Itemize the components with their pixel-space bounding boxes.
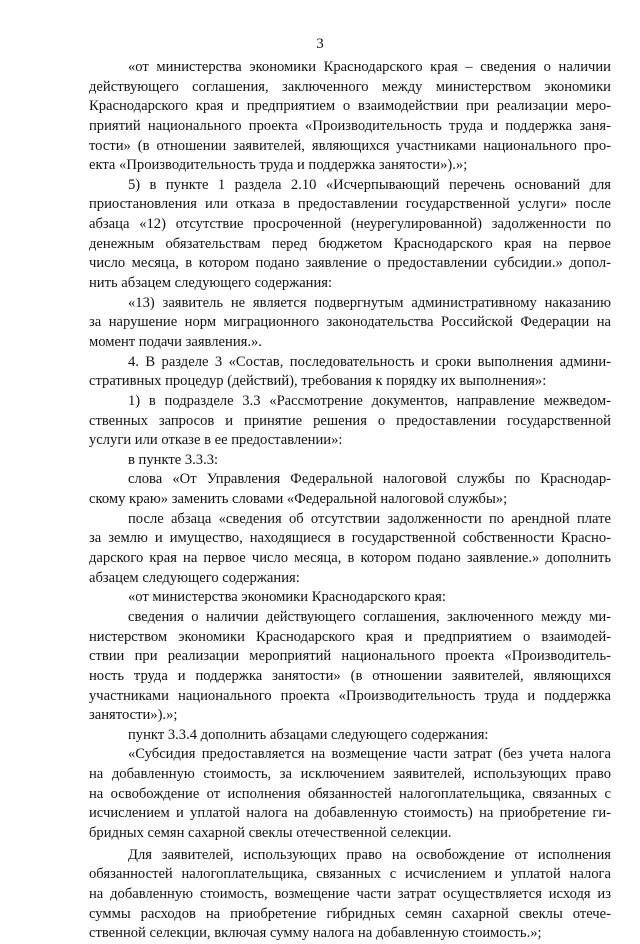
text-line: обязанностей налогоплательщика, связанных с исчислением и уплатой налога (89, 866, 611, 883)
text-line: в пункте 3.3.3: (128, 451, 219, 468)
text-line: за нарушение норм миграционного законодательства Российской Федерации на (89, 314, 611, 331)
text-line: 5) в пункте 1 раздела 2.10 «Исчерпывающий перечень оснований для (128, 176, 611, 193)
document-body (89, 58, 611, 944)
text-line: ственных запросов и принятие решения о предоставлении государственной (89, 412, 611, 429)
text-line: на добавленную стоимость, возмещение части затрат осуществляется исходя из (89, 885, 611, 902)
text-line: исчислением и уплатой налога на добавленную стоимость) на приобретение ги- (89, 805, 611, 822)
text-line: на освобождение от исполнения обязанностей налогоплательщика, связанных с (89, 785, 611, 802)
text-line: 4. В разделе 3 «Состав, последовательность и сроки выполнения админи- (128, 353, 611, 370)
text-line: Для заявителей, использующих право на освобождение от исполнения (128, 846, 611, 863)
text-line: число месяца, в котором подано заявление о предоставлении субсидии.» допол- (89, 255, 611, 272)
text-line: занятости»).»; (89, 707, 178, 724)
text-line: Краснодарского края и предприятием о взаимодействии при реализации меро- (89, 98, 611, 115)
text-line: услуги или отказе в ее предоставлении»: (89, 432, 343, 449)
text-line: тости» (в отношении заявителей, являющихся участниками национального про- (89, 137, 611, 154)
text-line: суммы расходов на приобретение гибридных семян сахарной свеклы отече- (89, 905, 611, 922)
page-number: 3 (316, 36, 324, 52)
text-line: «от министерства экономики Краснодарского края – сведения о наличии (128, 59, 611, 75)
text-line: участниками национального проекта «Производительность труда и поддержка (89, 687, 611, 704)
text-line: 1) в подразделе 3.3 «Рассмотрение документов, направление межведом- (128, 392, 611, 409)
text-line: скому краю» заменить словами «Федеральной налоговой службы»; (89, 491, 508, 508)
text-line: приятий национального проекта «Производительность труда и поддержка заня- (89, 117, 611, 134)
text-line: действующего соглашения, заключенного между министерством экономики (89, 78, 611, 95)
text-line: сведения о наличии действующего соглашения, заключенного между ми- (128, 608, 611, 625)
text-line: бридных семян сахарной свеклы отечественной селекции. (89, 824, 452, 841)
text-line: абзацем следующего содержания: (89, 569, 300, 586)
text-line: екта «Производительность труда и поддержка занятости»).»; (89, 157, 468, 174)
text-line: дарского края на первое число месяца, в котором подано заявление.» дополнить (89, 550, 611, 567)
text-line: на добавленную стоимость, за исключением заявителей, использующих право (89, 766, 611, 783)
text-line: «13) заявитель не является подвергнутым административному наказанию (128, 294, 611, 311)
text-line: пункт 3.3.4 дополнить абзацами следующего содержания: (128, 726, 489, 743)
text-line: за землю и имущество, находящиеся в государственной собственности Красно- (89, 530, 611, 547)
text-line: стративных процедур (действий), требования к порядку их выполнения»: (89, 373, 547, 390)
text-line: денежным обязательствам перед бюджетом Краснодарского края на первое (89, 235, 611, 252)
text-line: «от министерства экономики Краснодарского края: (128, 589, 446, 606)
text-line: момент подачи заявления.». (89, 333, 262, 350)
text-line: ствии при реализации мероприятий национального проекта «Производитель- (89, 648, 611, 665)
text-line: нистерством экономики Краснодарского края и предприятием о взаимодей- (89, 628, 611, 645)
text-line: «Субсидия предоставляется на возмещение части затрат (без учета налога (128, 746, 611, 763)
text-line: после абзаца «сведения об отсутствии задолженности по арендной плате (128, 510, 611, 527)
text-line: приостановления или отказа в предоставлении государственной услуги» после (89, 196, 611, 213)
text-line: ственной селекции, включая сумму налога на добавленную стоимость.»; (89, 925, 542, 942)
text-line: абзаца «12) отсутствие просроченной (неурегулированной) задолженности по (89, 216, 611, 233)
text-line: ность труда и поддержка занятости» (в отношении заявителей, являющихся (89, 667, 611, 684)
text-line: нить абзацем следующего содержания: (89, 275, 333, 292)
text-line: слова «От Управления Федеральной налоговой службы по Краснодар- (128, 471, 611, 488)
